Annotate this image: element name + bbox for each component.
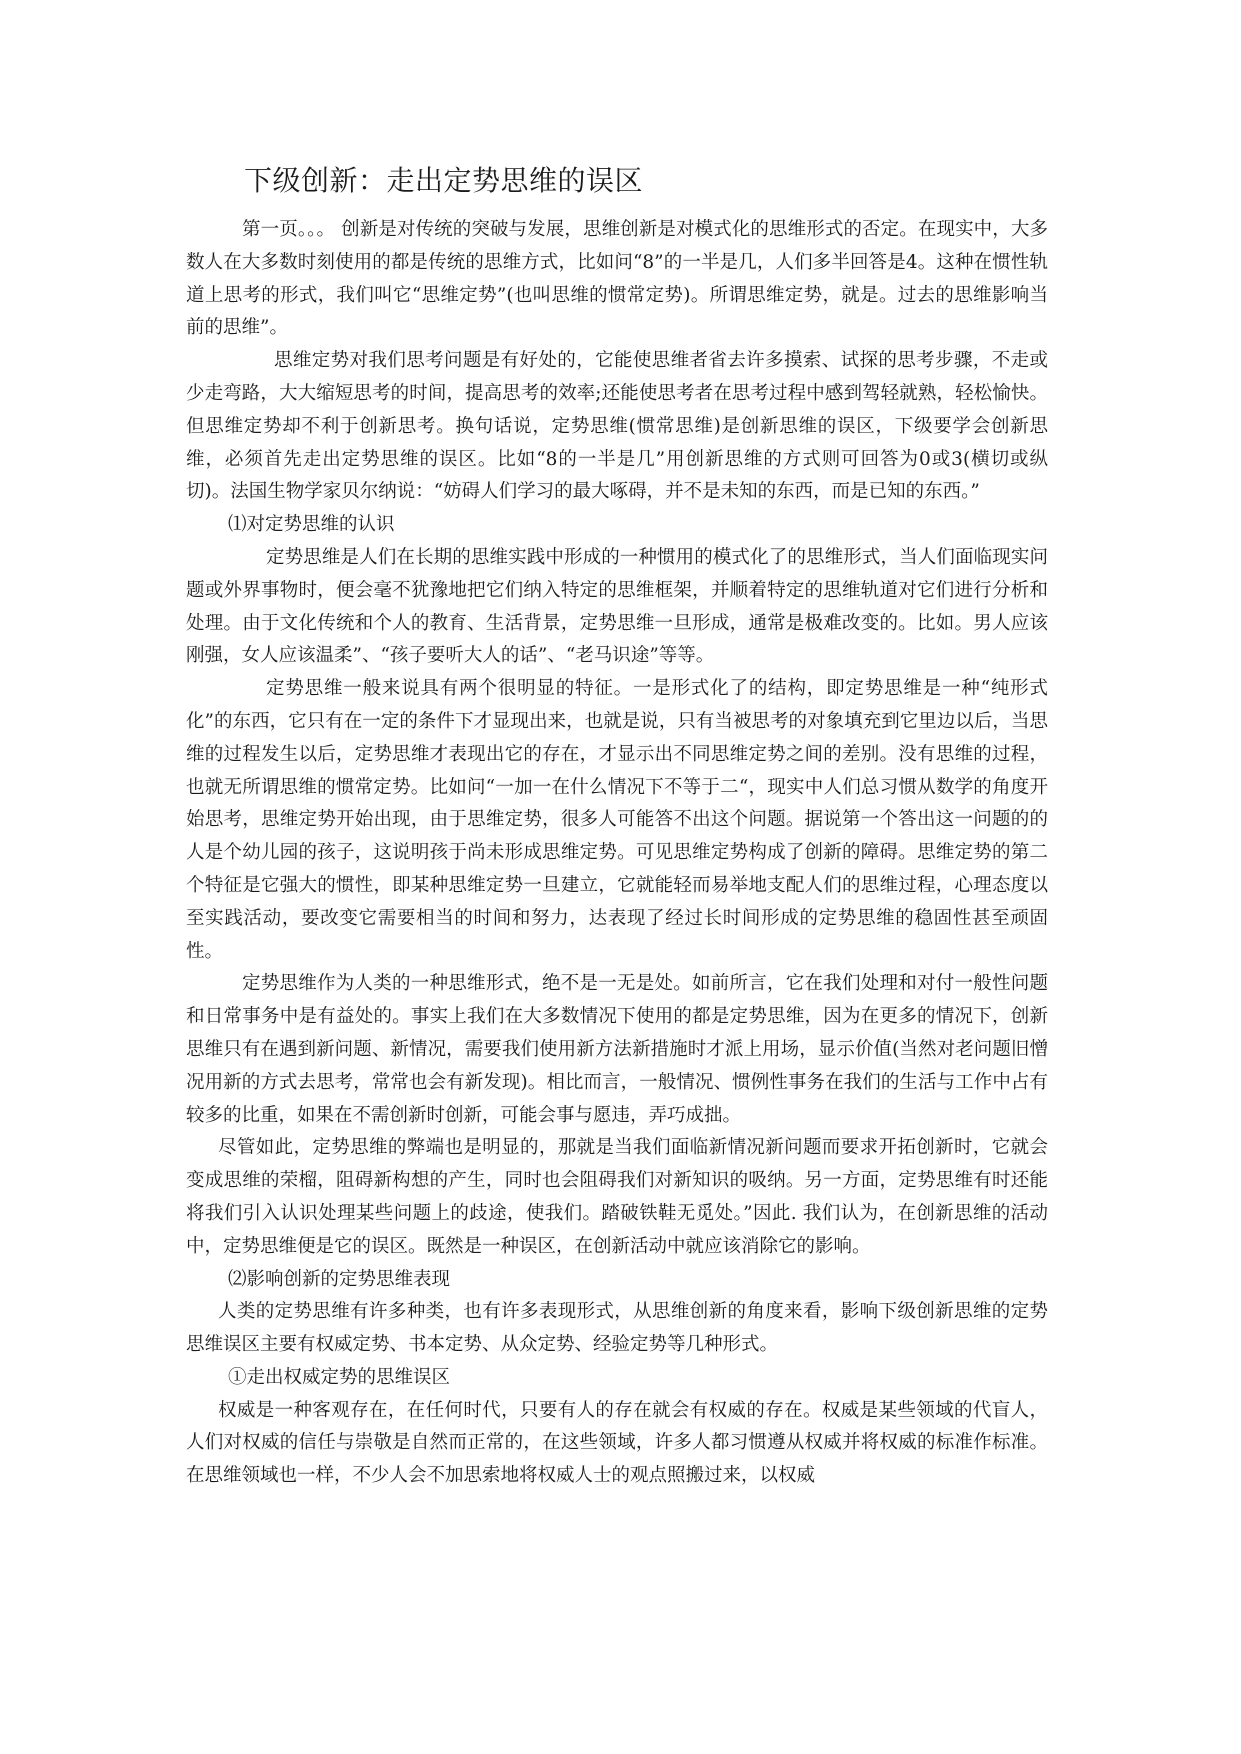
paragraph-authority: 权威是一种客观存在，在任何时代，只要有人的存在就会有权威的存在。权威是某些领域的代盲人，人们对权威的信任与崇敬是自然而正常的，在这些领域，许多人都习惯遵从权威并将权威的标准作标准。在思维领域也一样，不少人会不加思索地将权威人士的观点照搬过来，以权威 [186, 1399, 1048, 1487]
paragraph-types: 人类的定势思维有许多种类，也有许多表现形式，从思维创新的角度来看，影响下级创新思维的定势思维误区主要有权威定势、书本定势、从众定势、经验定势等几种形式。 [186, 1301, 1048, 1356]
paragraph-usefulness: 定势思维作为人类的一种思维形式，绝不是一无是处。如前所言，它在我们处理和对付一般性问题和日常事务中是有益处的。事实上我们在大多数情况下使用的都是定势思维，因为在更多的情况下，创新思维只有在遇到新问题、新情况，需要我们使用新方法新措施时才派上用场，显示价值(当然对老问题旧憎况用新的方式去思考，常常也会有新发现)。相比而言，一般情况、惯例性事务在我们的生活与工作中占有较多的比重，如果在不需创新时创新，可能会事与愿违，弄巧成拙。 [186, 973, 1048, 1126]
paragraph-drawbacks: 尽管如此，定势思维的弊端也是明显的，那就是当我们面临新情况新问题而要求开拓创新时，它就会变成思维的荣榴，阻碍新构想的产生，同时也会阻碍我们对新知识的吸纳。另一方面，定势思维有时还能将我们引入认识处理某些问题上的歧途，使我们。踏破铁鞋无觅处。”因此. 我们认为，在创新思维的活动中，定势思维便是它的误区。既然是一种误区，在创新活动中就应该消除它的影响。 [186, 1137, 1048, 1257]
document-body [186, 214, 1048, 1493]
document-title: 下级创新：走出定势思维的误区 [244, 164, 644, 197]
paragraph-definition: 定势思维是人们在长期的思维实践中形成的一种惯用的模式化了的思维形式，当人们面临现实问题或外界事物时，便会毫不犹豫地把它们纳入特定的思维框架，并顺着特定的思维轨道对它们进行分析和处理。由于文化传统和个人的教育、生活背景，定势思维一旦形成，通常是极难改变的。比如。男人应该刚强，女人应该温柔”、“孩子要听大人的话”、“老马识途”等等。 [186, 546, 1048, 667]
section-heading-2: ⑵影响创新的定势思维表现 [228, 1268, 451, 1290]
section-heading-1: ⑴对定势思维的认识 [228, 514, 395, 536]
paragraph-features: 定势思维一般来说具有两个很明显的特征。一是形式化了的结构，即定势思维是一种“纯形式化”的东西，它只有在一定的条件下才显现出来，也就是说，只有当被思考的对象填充到它里边以后，当思维的过程发生以后，定势思维才表现出它的存在，才显示出不同思维定势之间的差别。没有思维的过程，也就无所谓思维的惯常定势。比如问“一加一在什么情况下不等于二“，现实中人们总习惯从数学的角度开始思考，思维定势开始出现，由于思维定势，很多人可能答不出这个问题。据说第一个答出这一问题的的人是个幼儿园的孩子，这说明孩于尚未形成思维定势。可见思维定势构成了创新的障碍。思维定势的第二个特征是它强大的惯性，即某种思维定势一旦建立，它就能轻而易举地支配人们的思维过程，心理态度以至实践活动，要改变它需要相当的时间和努力，达表现了经过长时间形成的定势思维的稳固性甚至顽固性。 [186, 678, 1048, 962]
subsection-heading-authority: ①走出权威定势的思维误区 [228, 1366, 451, 1388]
paragraph-intro: 第一页。。。 创新是对传统的突破与发展，思维创新是对模式化的思维形式的否定。在现实中，大多数人在大多数时刻使用的都是传统的思维方式，比如问“8”的一半是几，人们多半回答是4。这种在惯性轨道上思考的形式，我们叫它“思维定势”(也叫思维的惯常定势)。所谓思维定势，就是。过去的思维影响当前的思维”。 [186, 219, 1048, 339]
paragraph-benefits: 思维定势对我们思考问题是有好处的，它能使思维者省去许多摸索、试探的思考步骤，不走或少走弯路，大大缩短思考的时间，提高思考的效率;还能使思考者在思考过程中感到驾轻就熟，轻松愉快。但思维定势却不利于创新思考。换句话说，定势思维(惯常思维)是创新思维的误区，下级要学会创新思维，必须首先走出定势思维的误区。比如“8的一半是几”用创新思维的方式则可回答为0或3(横切或纵切)。法国生物学家贝尔纳说：“妨碍人们学习的最大啄碍，并不是未知的东西，而是已知的东西。” [186, 350, 1048, 503]
